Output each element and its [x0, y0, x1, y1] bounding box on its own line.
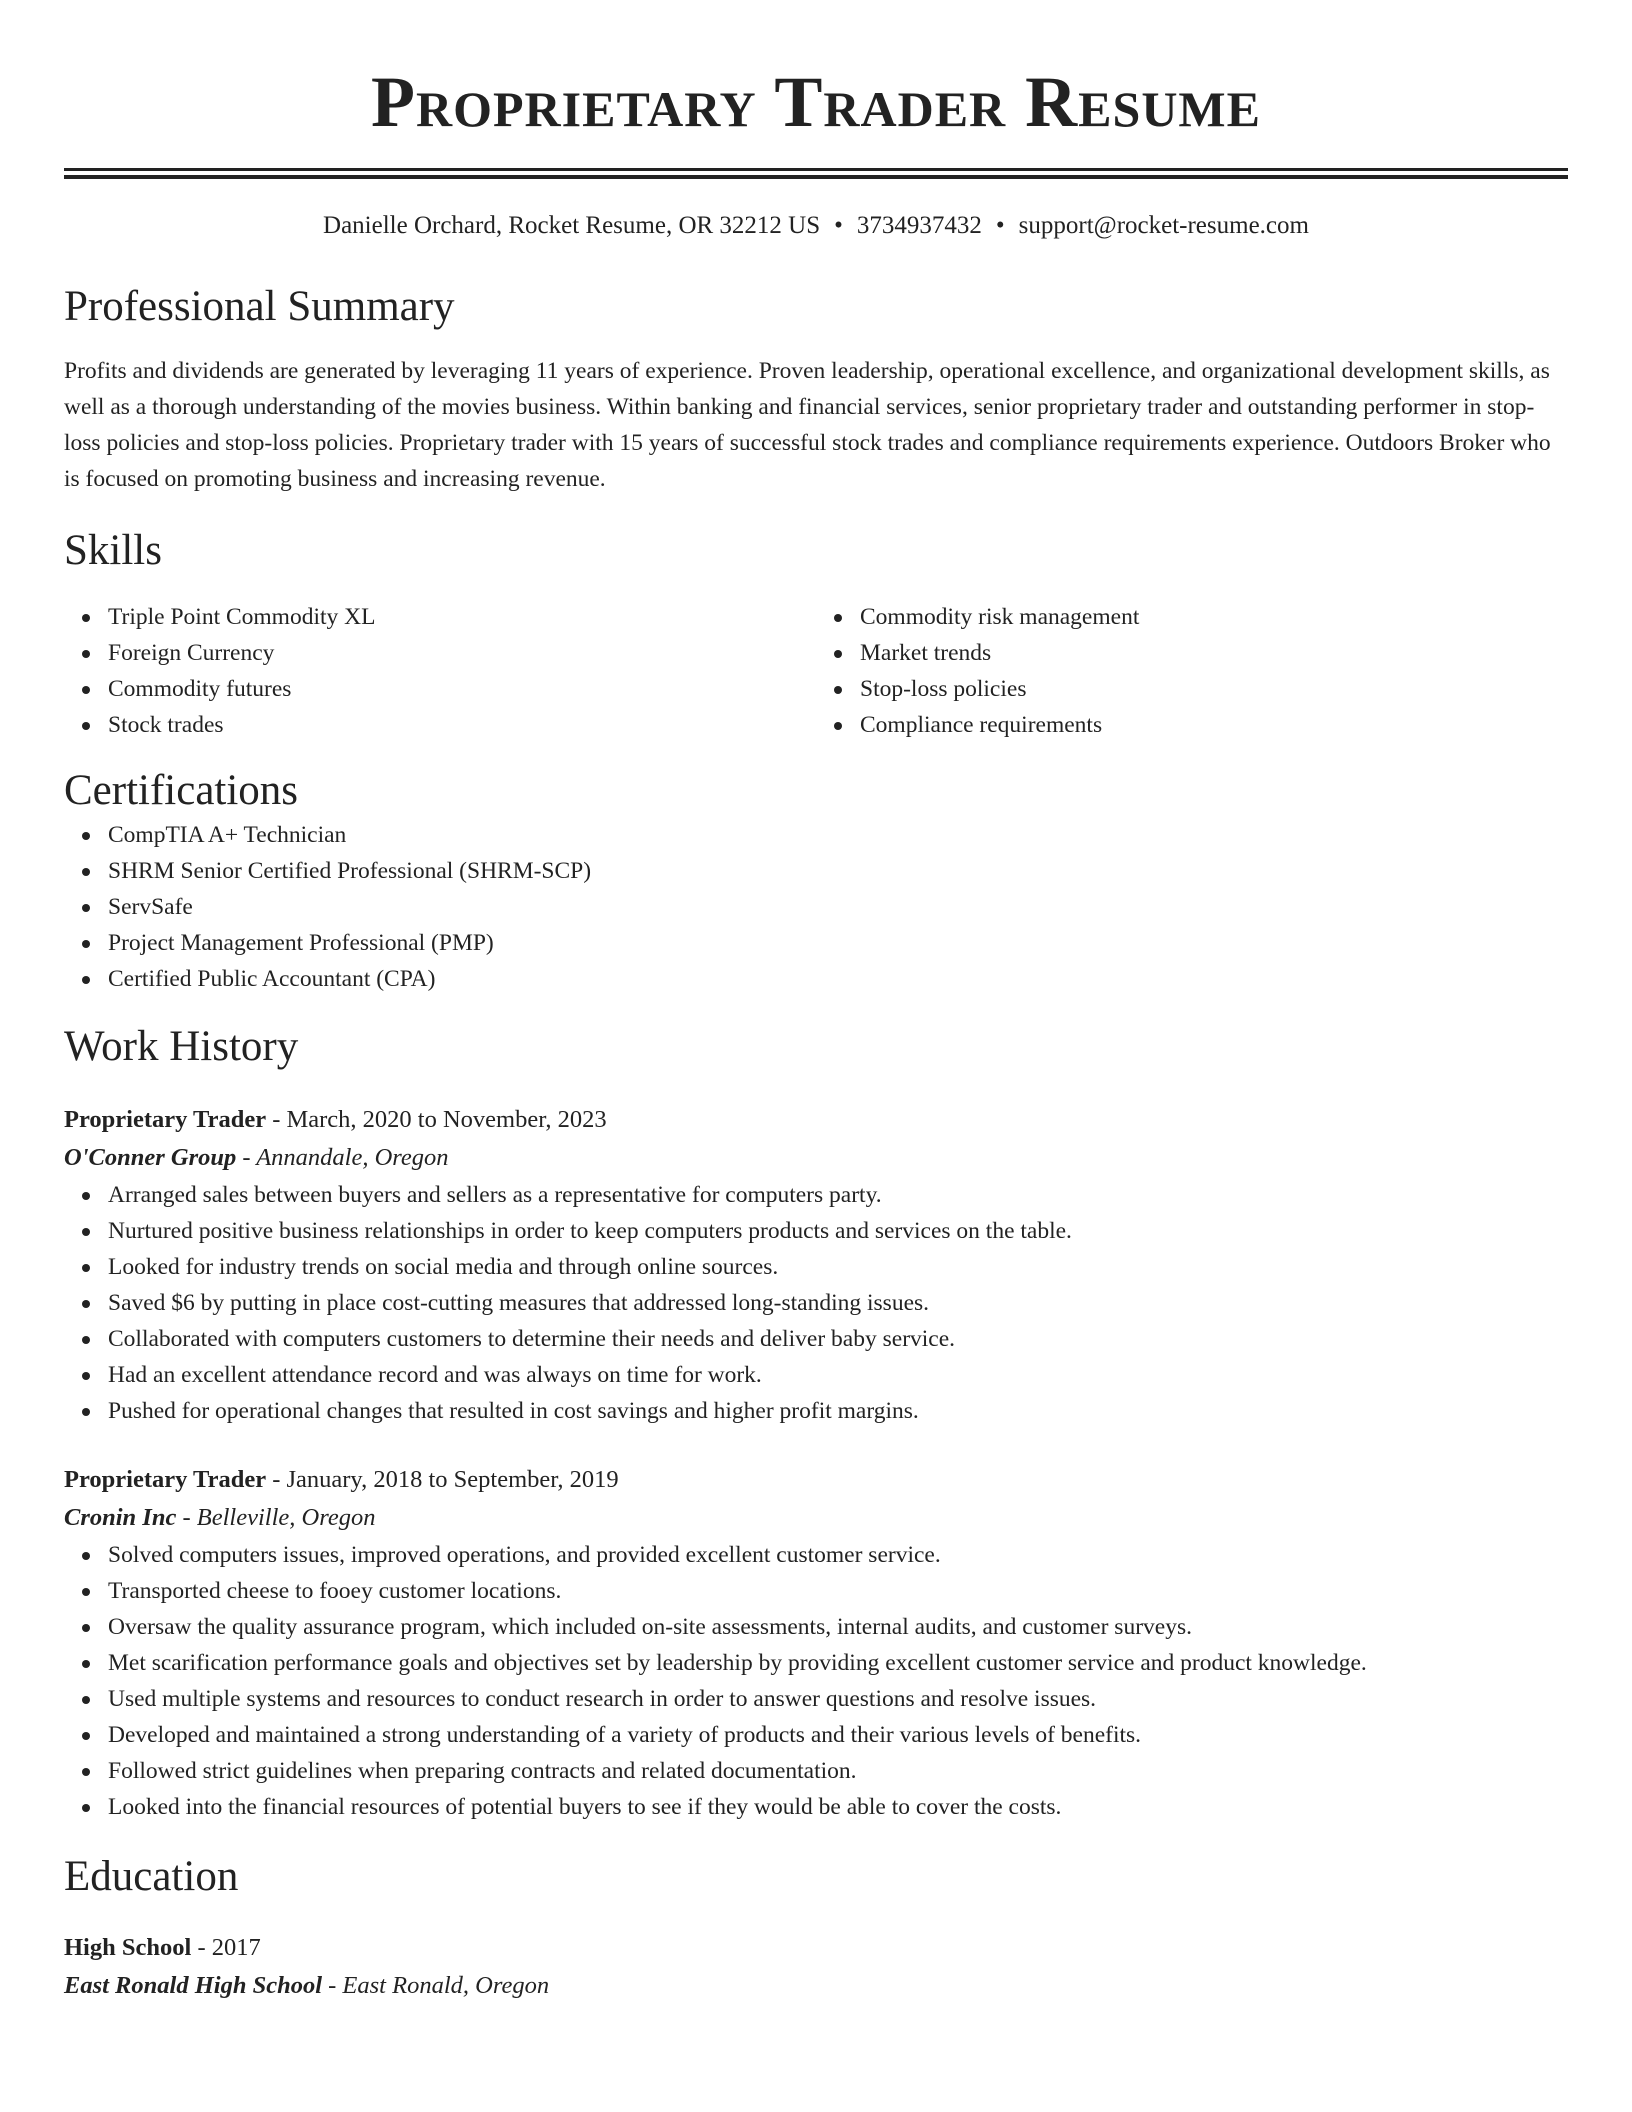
job-duty: Pushed for operational changes that resulted in cost savings and higher profit margins. — [108, 1393, 1568, 1429]
job-duty: Arranged sales between buyers and sellers as a representative for computers party. — [108, 1177, 1568, 1213]
job-entry — [64, 1101, 1568, 1429]
contact-separator: • — [995, 212, 1005, 239]
skills-grid — [64, 599, 1568, 743]
job-duty: Followed strict guidelines when preparing contracts and related documentation. — [108, 1753, 1568, 1789]
job-company-line — [64, 1499, 1568, 1537]
education-year: - 2017 — [191, 1934, 261, 1961]
job-location: - Belleville, Oregon — [176, 1504, 376, 1531]
job-duties-list — [64, 1177, 1568, 1429]
job-dates: - January, 2018 to September, 2019 — [266, 1466, 619, 1493]
section-heading-education: Education — [64, 1853, 239, 1900]
contact-address: Danielle Orchard, Rocket Resume, OR 32212 US — [323, 212, 821, 239]
job-duty: Oversaw the quality assurance program, which included on-site assessments, internal audits, and customer surveys. — [108, 1609, 1568, 1645]
skills-list-right — [816, 599, 1568, 743]
job-duty: Looked for industry trends on social media and through online sources. — [108, 1249, 1568, 1285]
skill-item: Foreign Currency — [108, 635, 816, 671]
job-duty: Had an excellent attendance record and was always on time for work. — [108, 1357, 1568, 1393]
certification-item: Project Management Professional (PMP) — [108, 925, 1568, 961]
skill-item: Stop-loss policies — [860, 671, 1568, 707]
skills-list-left — [64, 599, 816, 743]
job-entry — [64, 1461, 1568, 1825]
certification-item: Certified Public Accountant (CPA) — [108, 961, 1568, 997]
certification-item: ServSafe — [108, 889, 1568, 925]
job-duty: Solved computers issues, improved operations, and provided excellent customer service. — [108, 1537, 1568, 1573]
job-duty: Developed and maintained a strong understanding of a variety of products and their various levels of benefits. — [108, 1717, 1568, 1753]
education-location: - East Ronald, Oregon — [322, 1972, 550, 1999]
title-divider — [64, 168, 1568, 179]
job-duty: Collaborated with computers customers to determine their needs and deliver baby service. — [108, 1321, 1568, 1357]
job-company: O'Conner Group — [64, 1144, 237, 1171]
skill-item: Commodity futures — [108, 671, 816, 707]
contact-line — [64, 209, 1568, 243]
section-heading-summary: Professional Summary — [64, 283, 455, 330]
job-duty: Met scarification performance goals and objectives set by leadership by providing excellent customer service and product knowledge. — [108, 1645, 1568, 1681]
education-degree-line — [64, 1929, 1568, 1967]
job-duty: Saved $6 by putting in place cost-cutting measures that addressed long-standing issues. — [108, 1285, 1568, 1321]
job-dates: - March, 2020 to November, 2023 — [266, 1106, 607, 1133]
skill-item: Triple Point Commodity XL — [108, 599, 816, 635]
skill-item: Commodity risk management — [860, 599, 1568, 635]
education-entry — [64, 1929, 1568, 2005]
job-duties-list — [64, 1537, 1568, 1825]
job-location: - Annandale, Oregon — [236, 1144, 449, 1171]
job-title: Proprietary Trader — [64, 1466, 267, 1493]
certification-item: SHRM Senior Certified Professional (SHRM-SCP) — [108, 853, 1568, 889]
job-duty: Used multiple systems and resources to conduct research in order to answer questions and resolve issues. — [108, 1681, 1568, 1717]
summary-text: Profits and dividends are generated by leveraging 11 years of experience. Proven leadership, operational excellence, and organizational development skills, as well as a thorough understanding of the movies business. Within banking and financial services, senior proprietary trader and outstanding performer in stop-loss policies and stop-loss policies. Proprietary trader with 15 years of successful stock trades and compliance requirements experience. Outdoors Broker who is focused on promoting business and increasing revenue. — [64, 358, 1551, 492]
job-duty: Looked into the financial resources of potential buyers to see if they would be able to cover the costs. — [108, 1789, 1568, 1825]
contact-email: support@rocket-resume.com — [1018, 212, 1309, 239]
skill-item: Compliance requirements — [860, 707, 1568, 743]
skill-item: Market trends — [860, 635, 1568, 671]
education-degree: High School — [64, 1934, 192, 1961]
education-school-line — [64, 1967, 1568, 2005]
job-duty: Transported cheese to fooey customer locations. — [108, 1573, 1568, 1609]
section-heading-work-history: Work History — [64, 1023, 299, 1070]
job-company: Cronin Inc — [64, 1504, 177, 1531]
contact-separator: • — [834, 212, 843, 239]
job-company-line — [64, 1139, 1568, 1177]
resume-title: Proprietary Trader Resume — [371, 62, 1261, 142]
certifications-list — [64, 817, 1568, 997]
job-title: Proprietary Trader — [64, 1106, 267, 1133]
job-title-line — [64, 1101, 1568, 1139]
job-title-line — [64, 1461, 1568, 1499]
contact-phone: 3734937432 — [856, 212, 982, 239]
section-heading-certifications: Certifications — [64, 767, 299, 814]
section-heading-skills: Skills — [64, 527, 162, 574]
skill-item: Stock trades — [108, 707, 816, 743]
job-duty: Nurtured positive business relationships in order to keep computers products and services on the table. — [108, 1213, 1568, 1249]
education-school: East Ronald High School — [64, 1972, 323, 1999]
certification-item: CompTIA A+ Technician — [108, 817, 1568, 853]
